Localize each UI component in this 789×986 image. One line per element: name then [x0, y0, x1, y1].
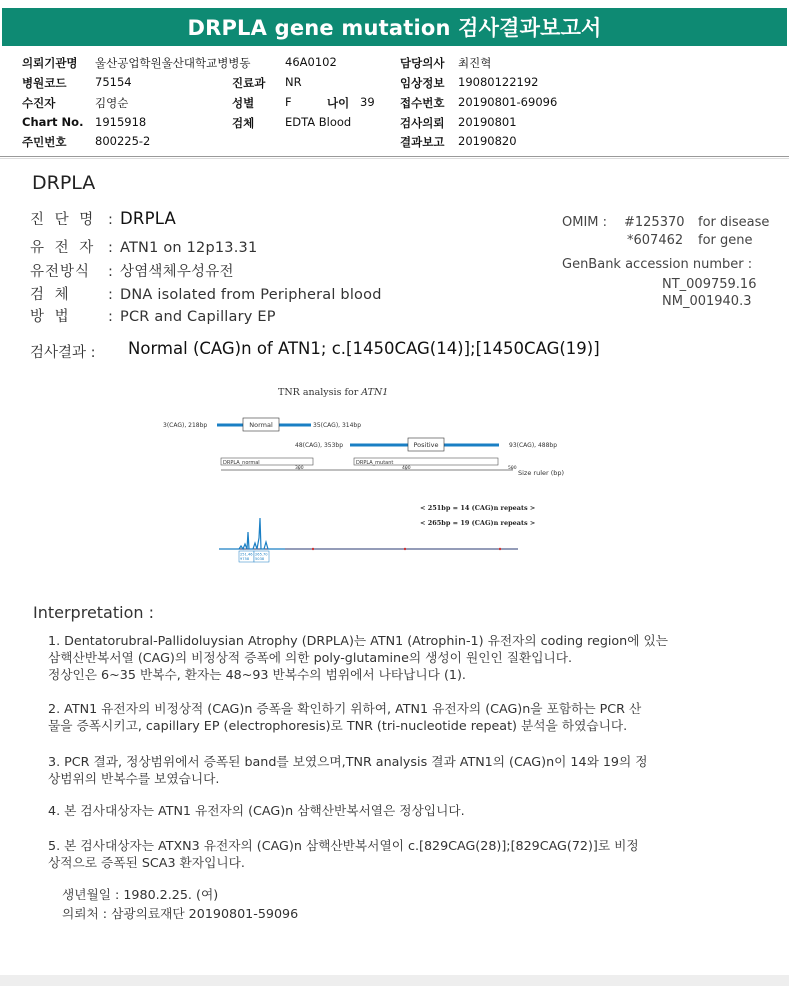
gene-field	[30, 236, 257, 257]
colon: :	[108, 240, 113, 256]
normal-box-label: Normal	[249, 421, 273, 429]
colon: :	[108, 309, 113, 325]
omim-gene-note: for gene	[698, 233, 753, 248]
document-title: DRPLA	[32, 172, 96, 194]
divider-shadow	[0, 158, 789, 159]
specimen-field	[30, 283, 382, 304]
inheritance-label: 유전방식	[30, 264, 91, 280]
omim-disease: #125370	[624, 215, 685, 230]
request-value: 20190801	[458, 115, 517, 129]
receipt-label: 접수번호	[400, 96, 445, 110]
colon: :	[108, 287, 113, 303]
sex-value: F	[285, 95, 292, 109]
doctor-value: 최진혁	[458, 56, 492, 70]
normal-right-label: 35(CAG), 314bp	[313, 422, 362, 429]
interpretation-line: 상적으로 증폭된 SCA3 환자입니다.	[48, 855, 245, 870]
figure-title: TNR analysis for ATN1	[278, 387, 389, 398]
specimen-field-value: DNA isolated from Peripheral blood	[120, 287, 382, 303]
normal-left-label: 3(CAG), 218bp	[163, 422, 208, 429]
method-label: 방 법	[30, 309, 72, 325]
omim-gene: *607462	[627, 233, 684, 248]
interpretation-line: 5. 본 검사대상자는 ATXN3 유전자의 (CAG)n 삼핵산반복서열이 c.[829CAG(28)];[829CAG(72)]로 비정	[48, 838, 639, 853]
report-date-value: 20190820	[458, 134, 517, 148]
age-label: 나이	[327, 96, 350, 110]
chart-value: 1915918	[95, 115, 147, 129]
interpretation-line: 1. Dentatorubral-Pallidoluysian Atrophy (DRPLA)는 ATN1 (Atrophin-1) 유전자의 coding region에 있는	[48, 633, 669, 648]
peak-2-size: 265.70	[255, 552, 268, 557]
requester: 의뢰처 : 삼광의료재단 20190801-59096	[62, 906, 299, 921]
inheritance-value: 상염색체우성유전	[120, 264, 234, 280]
diagnosis-label: 진 단 명	[30, 212, 97, 228]
trace-marker	[312, 548, 314, 550]
tnr-analysis-figure	[155, 378, 615, 561]
gene-label: 유 전 자	[30, 240, 97, 256]
peak-1-size: 251.46	[240, 552, 253, 557]
positive-right-label: 93(CAG), 488bp	[509, 442, 558, 449]
repeat-annotation-2: < 265bp = 19 (CAG)n repeats >	[420, 519, 536, 527]
ruler-tick-300: 300	[295, 466, 304, 471]
inheritance-field	[30, 260, 234, 281]
positive-box-label: Positive	[413, 441, 439, 449]
divider	[0, 156, 789, 157]
interpretation-item-4	[48, 802, 753, 819]
report-title: DRPLA gene mutation 검사결과보고서	[2, 8, 787, 46]
interpretation-line: 2. ATN1 유전자의 비정상적 (CAG)n 증폭을 확인하기 위하여, ATN1 유전자의 (CAG)n을 포함하는 PCR 산	[48, 701, 642, 716]
result-value: Normal (CAG)n of ATN1; c.[1450CAG(14)];[1450CAG(19)]	[128, 339, 600, 358]
repeat-annotation-1: < 251bp = 14 (CAG)n repeats >	[420, 504, 536, 512]
bin-normal-label: DRPLA_normal	[223, 460, 260, 466]
report-date-label: 결과보고	[400, 135, 445, 149]
trace-marker	[499, 548, 501, 550]
diagnosis-value: DRPLA	[120, 209, 176, 228]
interpretation-line: 물을 증폭시키고, capillary EP (electrophoresis)로 TNR (tri-nucleotide repeat) 분석을 하였습니다.	[48, 718, 628, 733]
interpretation-item-1	[48, 632, 753, 683]
chart-label: Chart No.	[22, 115, 84, 129]
institution-code: 46A0102	[285, 55, 337, 69]
age-value: 39	[360, 95, 375, 109]
bottom-band	[0, 975, 789, 986]
diagnosis-field	[30, 208, 176, 229]
doctor-label: 담당의사	[400, 56, 445, 70]
hospital-code-label: 병원코드	[22, 76, 67, 90]
trace-marker	[404, 548, 406, 550]
info-row-3	[22, 95, 782, 114]
genbank-accession-2: NM_001940.3	[662, 294, 752, 309]
info-row-4	[22, 115, 782, 134]
ruler-tick-400: 400	[402, 466, 411, 471]
interpretation-title: Interpretation :	[33, 603, 154, 622]
genbank-label: GenBank accession number :	[562, 257, 753, 272]
specimen-field-label: 검 체	[30, 287, 72, 303]
omim-disease-note: for disease	[698, 215, 770, 230]
genbank-accession-1: NT_009759.16	[662, 277, 757, 292]
interpretation-item-2	[48, 700, 753, 734]
trace-peaks	[219, 518, 285, 549]
clinical-label: 임상정보	[400, 76, 445, 90]
method-field	[30, 305, 276, 326]
specimen-label: 검체	[232, 116, 255, 130]
bin-mutant-label: DRPLA_mutant	[356, 460, 394, 466]
specimen-value: EDTA Blood	[285, 115, 352, 129]
info-row-1	[22, 55, 782, 74]
colon: :	[108, 212, 113, 228]
info-row-5	[22, 134, 782, 153]
peak-2-area: 5038	[255, 557, 265, 561]
interpretation-line: 3. PCR 결과, 정상범위에서 증폭된 band를 보였으며,TNR analysis 결과 ATN1의 (CAG)n이 14와 19의 정	[48, 754, 648, 769]
institution-label: 의뢰기관명	[22, 56, 78, 70]
clinical-value: 19080122192	[458, 75, 539, 89]
interpretation-line: 정상인은 6~35 반복수, 환자는 48~93 반복수의 범위에서 나타납니다 (1).	[48, 667, 466, 682]
patient-label: 수진자	[22, 96, 56, 110]
institution-value: 울산공업학원울산대학교병병동	[95, 56, 251, 70]
gene-value: ATN1 on 12p13.31	[120, 240, 258, 256]
sex-label: 성별	[232, 96, 255, 110]
interpretation-line: 삼핵산반복서열 (CAG)의 비정상적 증폭에 의한 poly-glutamine의 생성이 원인인 질환입니다.	[48, 650, 573, 665]
patient-value: 김영순	[95, 96, 129, 110]
omim-label: OMIM :	[562, 215, 608, 230]
ruler-tick-500: 500	[508, 466, 517, 471]
request-label: 검사의뢰	[400, 116, 445, 130]
interpretation-item-5	[48, 837, 753, 871]
hospital-code-value: 75154	[95, 75, 132, 89]
size-ruler-label: Size ruler (bp)	[518, 469, 565, 477]
receipt-value: 20190801-69096	[458, 95, 558, 109]
rrn-value: 800225-2	[95, 134, 151, 148]
result-label: 검사결과 :	[30, 345, 96, 361]
positive-left-label: 48(CAG), 353bp	[295, 442, 344, 449]
dept-label: 진료과	[232, 76, 266, 90]
info-row-2	[22, 75, 782, 94]
birth-date: 생년월일 : 1980.2.25. (여)	[62, 887, 219, 902]
colon: :	[108, 264, 113, 280]
method-value: PCR and Capillary EP	[120, 309, 276, 325]
interpretation-item-3	[48, 753, 753, 787]
rrn-label: 주민번호	[22, 135, 67, 149]
dept-value: NR	[285, 75, 302, 89]
interpretation-line: 상범위의 반복수를 보였습니다.	[48, 771, 220, 786]
peak-1-area: 9758	[240, 557, 250, 561]
interpretation-line: 4. 본 검사대상자는 ATN1 유전자의 (CAG)n 삼핵산반복서열은 정상입니다.	[48, 803, 465, 818]
